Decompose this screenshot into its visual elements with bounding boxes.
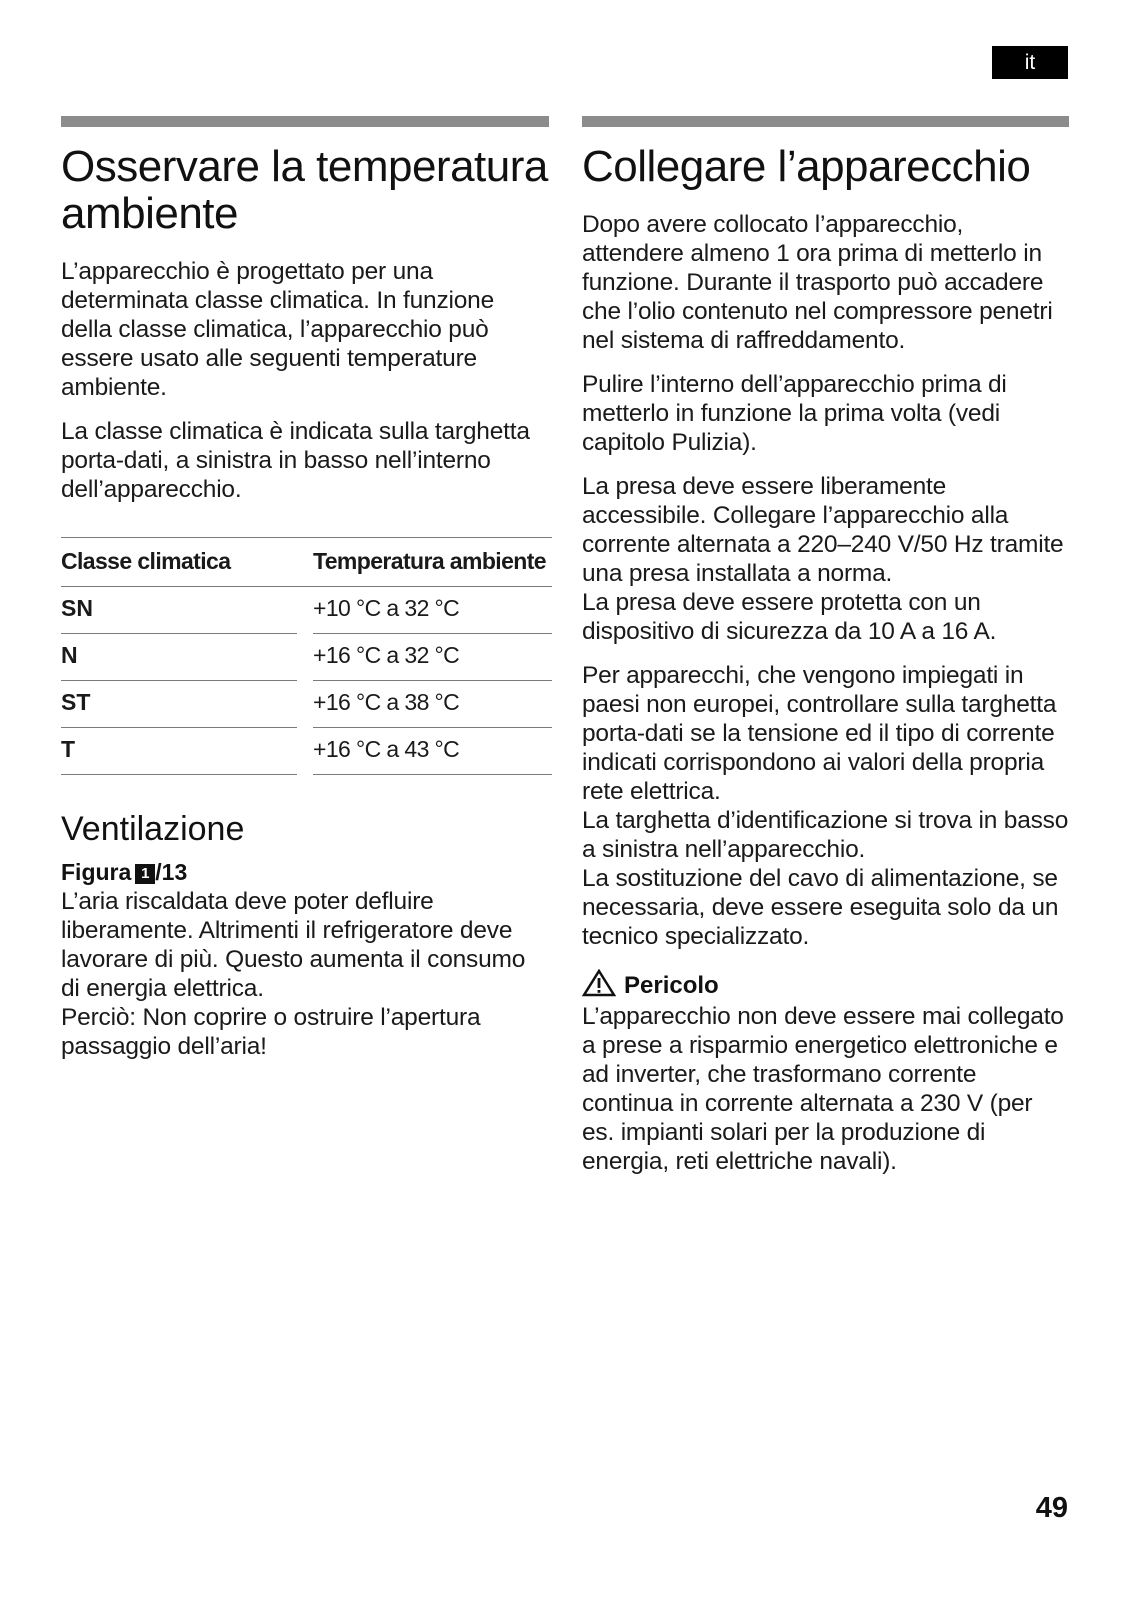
section-heading-ambient-temperature: Osservare la temperatura ambiente: [61, 142, 548, 238]
warning-triangle-icon: [582, 969, 616, 1002]
paragraph: La targhetta d’identificazione si trova in basso a sinistra nell’apparecchio.: [582, 807, 1069, 863]
paragraph: L’apparecchio è progettato per una determinata classe climatica. In funzione della classe climatica, l’apparecchio può essere usato alle seguenti temperature ambiente.: [61, 258, 495, 401]
temperature-range: +16 °C a 38 °C: [313, 681, 552, 728]
table-header: Temperatura ambiente: [313, 538, 552, 587]
paragraph: La classe climatica è indicata sulla targhetta porta-dati, a sinistra in basso nell’interno dell’apparecchio.: [61, 418, 530, 503]
warning-text: L’apparecchio non deve essere mai collegato a prese a risparmio energetico elettroniche e ad inverter, che trasformano corrente continua in corrente alternata a 230 V (per es. impianti solari per la produzione di energia, reti elettriche navali).: [582, 1003, 1064, 1175]
subheading-ventilation: Ventilazione: [61, 810, 245, 848]
figure-number-box: 1: [135, 864, 155, 884]
climate-class: T: [61, 728, 297, 775]
language-badge: it: [992, 46, 1068, 79]
temperature-range: +16 °C a 32 °C: [313, 634, 552, 681]
figure-reference: Figura 1 /13: [61, 859, 188, 885]
paragraph: Per apparecchi, che vengono impiegati in paesi non europei, controllare sulla targhetta porta-dati se la tensione ed il tipo di corrente indicati corrispondono ai valori della propria rete elettrica.: [582, 662, 1057, 805]
warning-label: Pericolo: [624, 971, 719, 999]
paragraph: La presa deve essere liberamente accessibile. Collegare l’apparecchio alla corrente alternata a 220–240 V/50 Hz tramite una presa installata a norma.: [582, 473, 1064, 587]
climate-class-table: [61, 537, 552, 775]
table-header: Classe climatica: [61, 538, 297, 587]
table-row: [61, 634, 552, 681]
warning-header: [582, 969, 1069, 1002]
right-column: [582, 116, 1069, 1176]
paragraph: Pulire l’interno dell’apparecchio prima di metterlo in funzione la prima volta (vedi capitolo Pulizia).: [582, 371, 1007, 456]
paragraph: La sostituzione del cavo di alimentazione, se necessaria, deve essere eseguita solo da un tecnico specializzato.: [582, 865, 1059, 950]
table-row: [61, 728, 552, 775]
temperature-range: +10 °C a 32 °C: [313, 587, 552, 634]
section-rule: [582, 116, 1069, 127]
climate-class: SN: [61, 587, 297, 634]
section-heading-connect-appliance: Collegare l’apparecchio: [582, 142, 1031, 191]
paragraph: L’aria riscaldata deve poter defluire liberamente. Altrimenti il refrigeratore deve lavorare di più. Questo aumenta il consumo di energia elettrica.: [61, 888, 526, 1002]
climate-class: ST: [61, 681, 297, 728]
table-row: [61, 587, 552, 634]
paragraph: La presa deve essere protetta con un dispositivo di sicurezza da 10 A a 16 A.: [582, 589, 997, 645]
paragraph: Dopo avere collocato l’apparecchio, attendere almeno 1 ora prima di metterlo in funzione. Durante il trasporto può accadere che l’olio contenuto nel compressore penetri nel sistema di raffreddamento.: [582, 211, 1053, 354]
temperature-range: +16 °C a 43 °C: [313, 728, 552, 775]
left-column: [61, 116, 549, 1061]
paragraph: Perciò: Non coprire o ostruire l’apertura passaggio dell’aria!: [61, 1004, 481, 1060]
section-rule: [61, 116, 549, 127]
table-row: [61, 681, 552, 728]
page-number: 49: [1035, 1492, 1068, 1524]
climate-class: N: [61, 634, 297, 681]
